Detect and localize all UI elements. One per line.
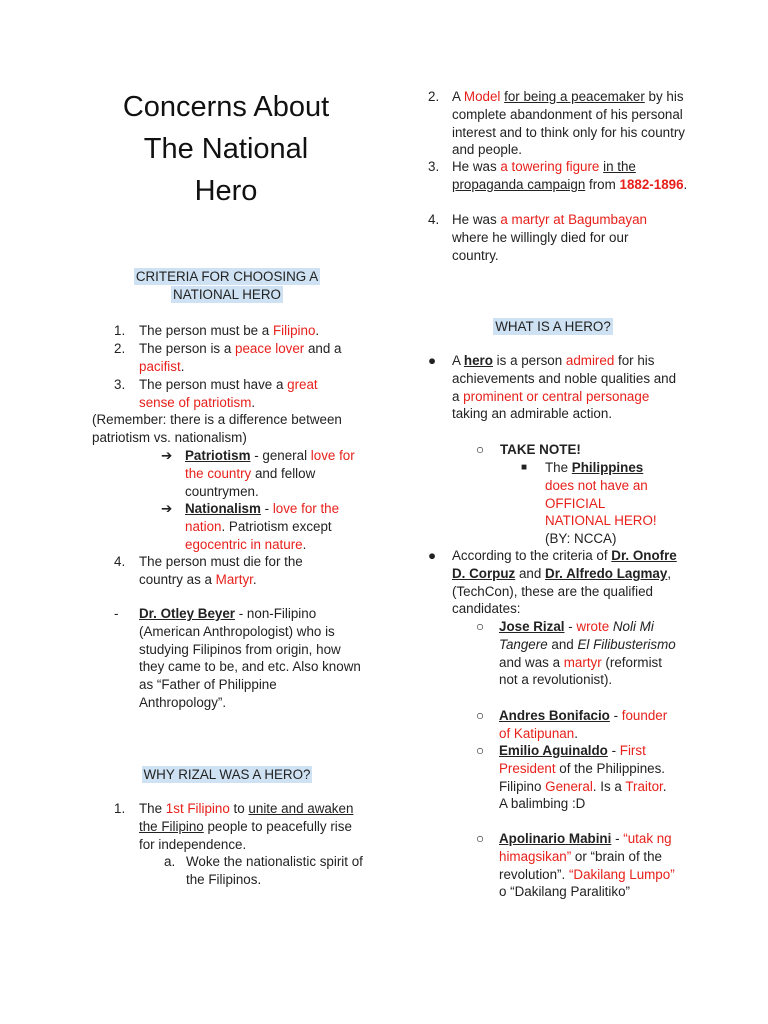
list-item: ○ Jose Rizal - wrote Noli Mi Tangere and El Filibusterismo and was a martyr (reformist not a revolutionist). xyxy=(476,619,676,688)
list-item: ○ Andres Bonifacio - founder of Katipunan. xyxy=(476,708,668,741)
list-item: 1. The person must be a Filipino. xyxy=(114,323,320,338)
list-item: ○ Apolinario Mabini - “utak ng himagsikan” or “brain of the revolution”. “Dakilang Lumpo” o “Dakilang Paralitiko” xyxy=(476,831,675,900)
list-item: 4. He was a martyr at Bagumbayan where he willingly died for our country. xyxy=(428,212,647,263)
what-heading: WHAT IS A HERO? xyxy=(495,319,611,334)
criteria-note: (Remember: there is a difference between patriotism vs. nationalism) xyxy=(92,412,342,445)
list-item: ● According to the criteria of Dr. Onofre D. Corpuz and Dr. Alfredo Lagmay, (TechCon), these are the qualified candidates: xyxy=(428,548,677,617)
criteria-heading: CRITERIA FOR CHOOSING A NATIONAL HERO xyxy=(135,269,319,302)
list-item: ➔ Nationalism - love for the nation. Patriotism except egocentric in nature. xyxy=(161,501,340,552)
list-item: a. Woke the nationalistic spirit of the Filipinos. xyxy=(164,854,363,887)
arrow-icon: ➔ xyxy=(161,448,173,463)
list-item: ➔ Patriotism - general love for the country and fellow countrymen. xyxy=(161,448,355,499)
list-item: 3. The person must have a great sense of patriotism. xyxy=(114,377,318,410)
page-title: Concerns About The National Hero xyxy=(122,91,330,207)
list-item: ○ TAKE NOTE! xyxy=(476,442,581,457)
list-item: ○ Emilio Aguinaldo - First President of the Philippines. Filipino General. Is a Traitor. A balimbing :D xyxy=(476,743,667,812)
arrow-icon: ➔ xyxy=(161,501,173,516)
list-item: - Dr. Otley Beyer - non-Filipino (American Anthropologist) who is studying Filipinos from origin, how they came to be, and etc. Also known as “Father of Philippine Anthropology”. xyxy=(114,606,361,710)
list-item: 4. The person must die for the country as a Martyr. xyxy=(114,554,303,587)
list-item: ● A hero is a person admired for his achievements and noble qualities and a prominent or central personage taking an admirable action. xyxy=(428,353,677,422)
why-heading: WHY RIZAL WAS A HERO? xyxy=(143,767,311,782)
list-item: 1. The 1st Filipino to unite and awaken the Filipino people to peacefully rise for independence. xyxy=(114,801,354,852)
list-item: ■ The Philippines does not have an OFFICIAL NATIONAL HERO! (BY: NCCA) xyxy=(521,460,657,547)
list-item: 3. He was a towering figure in the propaganda campaign from 1882-1896. xyxy=(428,159,688,192)
list-item: 2. The person is a peace lover and a pacifist. xyxy=(114,341,342,374)
list-item: 2. A Model for being a peacemaker by his complete abandonment of his personal interest and to think only for his country and people. xyxy=(428,89,685,158)
